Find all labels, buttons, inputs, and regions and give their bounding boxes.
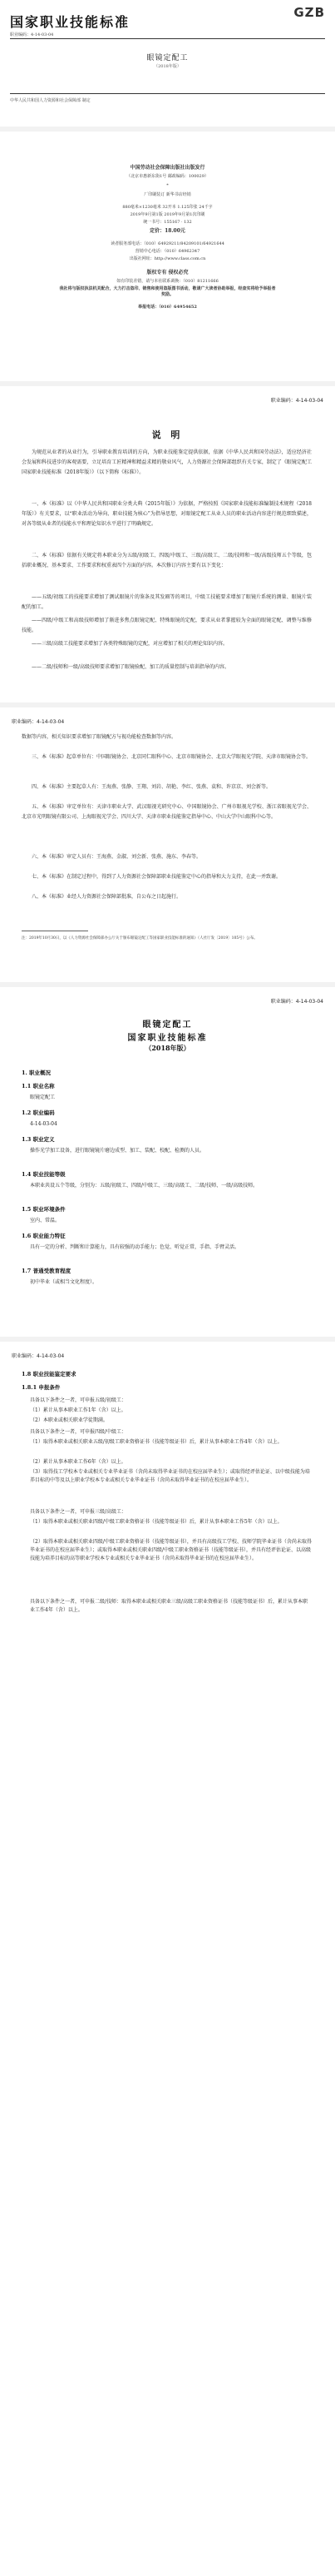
page-header-code: 职业编码：4-14-03-04 — [12, 719, 65, 725]
isbn: 统一书号：155167 · 132 — [143, 220, 192, 225]
subsection-heading: 1.5 职业环境条件 — [22, 1206, 66, 1213]
subsection-content: 室内、常温。 — [30, 1218, 61, 1223]
preface-title: 说 明 — [151, 429, 184, 440]
footnote: 注：2019年10月30日，以《人力资源社会保障部办公厅关于颁布眼镜定配工等国家职业技能标准的通知》（人社厅发〔2019〕105号）公布。 — [22, 936, 258, 941]
price: 定价：18.00元 — [150, 228, 185, 234]
page-header-code: 职业编码：4-14-03-04 — [270, 999, 323, 1005]
standard-edition: （2018年版） — [145, 1044, 190, 1052]
requirement-line: 具备以下条件之一者，可申报三级/高级工： — [30, 1509, 127, 1515]
requirement-line: （2）取得本职业或相关职业四级/中级工职业资格证书（技能等级证书），并具有高级技工学校、技师学院毕业证书（含尚未取得毕业证书的在校应届毕业生）；或取得本职业或相关职业四级/中级工职业资格证书（技能等级证书），并具有经评估论证、以高级技能为培养目标的高等职业学校本专业或相关专业毕业证书（含尚未取得毕业证书的在校应届毕业生）。 — [30, 1539, 312, 1561]
rights-title: 版权专有 侵权必究 — [146, 270, 189, 275]
preface-paragraph: 五、本《标准》审定单位有：天津市职业大学、武汉眼视光研究中心、中国眼镜协会、广州市眼视光学校、浙江省眼视光学会、北京市光明眼镜有限公司、上海眼视光学会、四川大学、天津市职业技能鉴定指导中心、中山大学中山眼科中心等。 — [22, 804, 312, 820]
print-date: 2019年9月第1版 2019年9月第1次印刷 — [130, 212, 205, 217]
section-heading: 1. 职业概况 — [22, 1070, 52, 1076]
cover-edition: （2018年版） — [154, 64, 181, 69]
subsection-content: 4-14-03-04 — [30, 1121, 57, 1127]
subsection-heading: 1.8 职业技能鉴定要求 — [22, 1371, 76, 1377]
preface-paragraph: 七、本《标准》在制定过程中，得到了人力资源社会保障部职业技能鉴定中心的指导和大力支持，在此一并致谢。 — [32, 874, 282, 880]
standard-page — [0, 987, 335, 1338]
requirement-line: 具备以下条件之一者，可申报五级/初级工： — [30, 1397, 127, 1403]
distribution-phone: 营销中心电话：（010）64962347 — [135, 249, 200, 254]
requirement-line: 具备以下条件之一者，可申报四级/中级工： — [30, 1429, 127, 1435]
imprint-page — [0, 132, 335, 382]
publisher-website: 出版社网址：http://www.class.com.cn — [129, 256, 206, 261]
requirement-line: （2）本职业或相关职业学徒期满。 — [30, 1417, 108, 1423]
subsection-heading: 1.6 职业能力特征 — [22, 1233, 66, 1239]
preface-paragraph: ——二级/技师和一级/高级技师要求增加了眼镜验配、加工的质量控制与培训指导的内容。 — [32, 664, 230, 670]
preface-paragraph: ——四级/中级工和高级技师增加了渐进多焦点眼镜定配、特殊眼镜的定配，要求从业者掌握较为全面的眼镜定配、调整与维修技能。 — [22, 618, 312, 633]
page-header-code: 职业编码：4-14-03-04 — [12, 1353, 65, 1359]
printer-mark: * — [166, 183, 169, 188]
preface-continued-page — [0, 707, 335, 983]
requirement-line: （2）累计从事本职业工作6年（含）以上。 — [30, 1459, 126, 1465]
cover-occupation-name: 眼镜定配工 — [146, 54, 189, 62]
cover-occupation-code: 职业编码：4-14-03-04 — [10, 32, 54, 37]
subsection-heading: 1.1 职业名称 — [22, 1083, 55, 1089]
report-phone: 举报电话：（010）64954652 — [138, 305, 197, 310]
cover-rule — [10, 38, 325, 39]
preface-paragraph: 三、本《标准》起草单位有：中国眼镜协会、北京同仁眼科中心、北京市眼镜协会、北京大学眼视光学院、天津市眼镜协会等。 — [32, 754, 312, 760]
subsection-heading: 1.7 普通受教育程度 — [22, 1268, 71, 1274]
preface-paragraph: 八、本《标准》业经人力资源社会保障部批准，自公布之日起施行。 — [32, 894, 182, 900]
page-header-code: 职业编码：4-14-03-04 — [270, 398, 323, 404]
requirement-line: （1）累计从事本职业工作1年（含）以上。 — [30, 1407, 126, 1413]
subsection-content: 眼镜定配工 — [30, 1094, 56, 1100]
subsection-content: 初中毕业（或相当文化程度）。 — [30, 1279, 98, 1285]
preface-paragraph: 二、本《标准》依据有关规定将本职业分为五级/初级工、四级/中级工、三级/高级工、二级/技师和一级/高级技师五个等级，包括职业概况、基本要求、工作要求和权重表四个方面的内容。本次修订内容主要有以下变化： — [22, 553, 312, 568]
requirement-line: （1）取得本职业或相关职业五级/初级工职业资格证书（技能等级证书）后，累计从事本职业工作4年（含）以上。 — [30, 1439, 283, 1445]
standard-requirements-page — [0, 1342, 335, 1659]
piracy-text: 我社将与版权执法机关配合，大力打击盗印、销售和使用盗版图书活动，敬请广大读者协助举报，经查实将给予举报者奖励。 — [59, 286, 276, 297]
subsection-content: 本职业共设五个等级，分别为：五级/初级工、四级/中级工、三级/高级工、二级/技师、一级/高级技师。 — [30, 1183, 259, 1189]
distributor: 厂印刷装订 新华书店经销 — [144, 192, 191, 197]
page-gap — [0, 1658, 335, 2576]
requirement-line: 具备以下条件之一者，可申报二级/技师：取得本职业或相关职业三级/高级工职业资格证书（技能等级证书）后，累计从事本职业工作4年（含）以上。 — [30, 1599, 308, 1613]
gzb-badge: GZB — [293, 5, 325, 20]
standard-series-title: 国家职业技能标准 — [10, 14, 131, 30]
standard-full-title: 国家职业技能标准 — [127, 1034, 208, 1043]
rights-text: 如有印装差错，请与本社联系调换：（010）81211666 — [116, 279, 219, 284]
preface-paragraph: ——五级/初级工的技能要求增加了测试眼镜片的鉴条及其发圈等的项目，中级工技能要求增加了眼镜片系统的测量、眼镜片装配的加工。 — [22, 594, 312, 610]
preface-page — [0, 386, 335, 703]
cover-issuer: 中华人民共和国人力资源和社会保障部 制定 — [10, 98, 91, 103]
preface-paragraph: 一、本《标准》以《中华人民共和国职业分类大典（2015年版）》为依据，严格按照《国家职业技能标准编制技术规程（2018年版）》有关要求，以“职业活动为导向、职业技能为核心”为指导思想，对眼镜定配工从业人员的职业活动内容进行规范细致描述，对各等级从业者的技能水平和理论知识水平进行了明确规定。 — [22, 501, 312, 527]
subsection-content: 操作光学加工设备，进行眼镜镜片磨边成型、加工、装配、校配、检测的人员。 — [30, 1148, 205, 1154]
preface-paragraph: 为规范从业者的从业行为，引导职业教育培训的方向，为职业技能鉴定提供依据，依据《中华人民共和国劳动法》，适应经济社会发展和科技进步的客观需要，立足培育工匠精神和精益求精的敬业风气，人力资源社会保障部组织有关专家，制定了《眼镜定配工国家职业技能标准（2018年版）》（以下简称《标准》）。 — [22, 449, 312, 475]
cover-bottom-rule — [10, 93, 325, 94]
publisher-title: 中国劳动社会保障出版社出版发行 — [130, 165, 205, 171]
cover-page — [0, 0, 335, 127]
book-format: 880毫米×1230毫米 32开本 1.125印张 24千字 — [122, 205, 213, 210]
publisher-address: （北京市惠新东街1号 邮政编码：100029） — [126, 174, 209, 179]
reader-service-phone: 读者服务部电话：（010）64929211/84209101/64921644 — [111, 241, 224, 246]
standard-occupation-name: 眼镜定配工 — [142, 1020, 193, 1030]
preface-paragraph: 六、本《标准》审定人员有：王海燕、金淑、刘会新、张燕、施东、李春等。 — [32, 854, 202, 860]
requirement-line: （1）取得本职业或相关职业四级/中级工职业资格证书（技能等级证书）后，累计从事本职业工作5年（含）以上。 — [30, 1519, 283, 1525]
subsection-heading: 1.8.1 申报条件 — [22, 1384, 61, 1391]
preface-paragraph: 数据等内容，相关知识要求增加了眼镜配方与视功能检查数据等内容。 — [22, 734, 177, 740]
preface-paragraph: 四、本《标准》主要起草人有：王海燕、张静、王翔、刘岩、胡艳、李红、张燕、袁和、许京京、刘会新等。 — [32, 784, 272, 790]
preface-paragraph: ——三级/高级工技能要求增加了各类特殊眼镜的定配，对应增加了相关的理论知识内容。 — [32, 641, 229, 647]
requirement-line: （3）取得技工学校本专业或相关专业毕业证书（含尚未取得毕业证书的在校应届毕业生）；或取得经评估论证、以中级技能为培养目标的中等及以上职业学校本专业或相关专业毕业证书（含尚未取得毕业证书的在校应届毕业生）。 — [30, 1469, 310, 1483]
subsection-content: 具有一定的分析、判断和计算能力，具有较强的动手能力；色觉、听觉正常，手指、手臂灵活。 — [30, 1244, 240, 1250]
subsection-heading: 1.2 职业编码 — [22, 1109, 55, 1116]
subsection-heading: 1.4 职业技能等级 — [22, 1171, 66, 1178]
subsection-heading: 1.3 职业定义 — [22, 1136, 55, 1143]
